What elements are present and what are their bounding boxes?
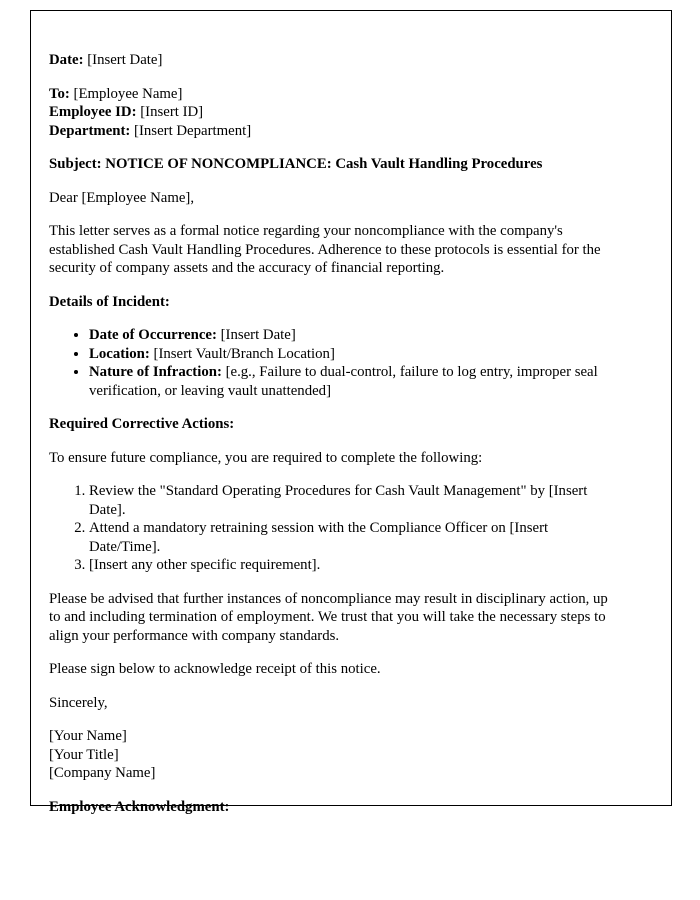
corrective-actions-heading: Required Corrective Actions:: [49, 416, 235, 432]
acknowledgment-heading-wrapper: [49, 798, 622, 815]
action-text: [Insert any other specific requirement].: [89, 557, 321, 573]
to-value: [Employee Name]: [69, 85, 183, 102]
signature-name: [Your Name]: [49, 728, 127, 744]
detail-label: Date of Occurrence:: [89, 327, 217, 343]
action-item: [89, 482, 622, 519]
employee-id-line: [49, 103, 622, 122]
detail-label: Nature of Infraction:: [89, 364, 222, 380]
detail-value: [Insert Vault/Branch Location]: [149, 345, 335, 362]
actions-intro: To ensure future compliance, you are required to complete the following:: [49, 449, 483, 466]
action-item: [89, 519, 622, 556]
department-line: [49, 122, 622, 141]
intro-paragraph: This letter serves as a formal notice regarding your noncompliance with the company's established Cash Vault Handling Procedures. Adherence to these protocols is essential for the security of company assets and the accuracy of financial reporting.: [49, 223, 601, 276]
department-label: Department:: [49, 122, 131, 139]
action-item: [89, 556, 622, 575]
signature-company: [Company Name]: [49, 765, 156, 781]
detail-item-location: [89, 345, 622, 364]
employee-id-value: [Insert ID]: [136, 104, 204, 120]
acknowledgment-heading: Employee Acknowledgment:: [49, 798, 230, 815]
subject-line: Subject: NOTICE OF NONCOMPLIANCE: Cash Vault Handling Procedures: [49, 156, 543, 172]
to-label: To:: [49, 85, 70, 102]
employee-id-label: Employee ID:: [49, 104, 137, 120]
signature-block: [49, 727, 622, 783]
sign-request: Please sign below to acknowledge receipt of this notice.: [49, 661, 381, 677]
action-text: Attend a mandatory retraining session with the Compliance Officer on [Insert Date/Time].: [89, 520, 549, 555]
warning-paragraph: Please be advised that further instances of noncompliance may result in disciplinary action, up to and including termination of employment. We trust that you will take the necessary steps to align your performance with company standards.: [49, 590, 608, 644]
date-line: [49, 51, 622, 70]
detail-value: [e.g., Failure to dual-control, failure to log entry, improper seal verification, or leaving vault unattended]: [89, 364, 598, 399]
letter-document: [30, 10, 672, 815]
date-label: Date:: [49, 52, 84, 68]
signature-title: [Your Title]: [49, 746, 119, 763]
actions-list: [49, 482, 622, 575]
department-value: [Insert Department]: [130, 122, 252, 139]
detail-label: Location:: [89, 345, 150, 362]
to-line: [49, 85, 622, 104]
recipient-block: [49, 85, 622, 141]
date-value: [Insert Date]: [83, 52, 163, 68]
details-list: [49, 326, 622, 400]
detail-item-date: [89, 326, 622, 345]
detail-item-infraction: [89, 363, 622, 400]
detail-value: [Insert Date]: [216, 327, 296, 343]
details-heading: Details of Incident:: [49, 293, 170, 310]
closing: Sincerely,: [49, 694, 108, 711]
salutation: Dear [Employee Name],: [49, 189, 195, 206]
action-text: Review the "Standard Operating Procedures for Cash Vault Management" by [Insert Date].: [89, 483, 588, 518]
